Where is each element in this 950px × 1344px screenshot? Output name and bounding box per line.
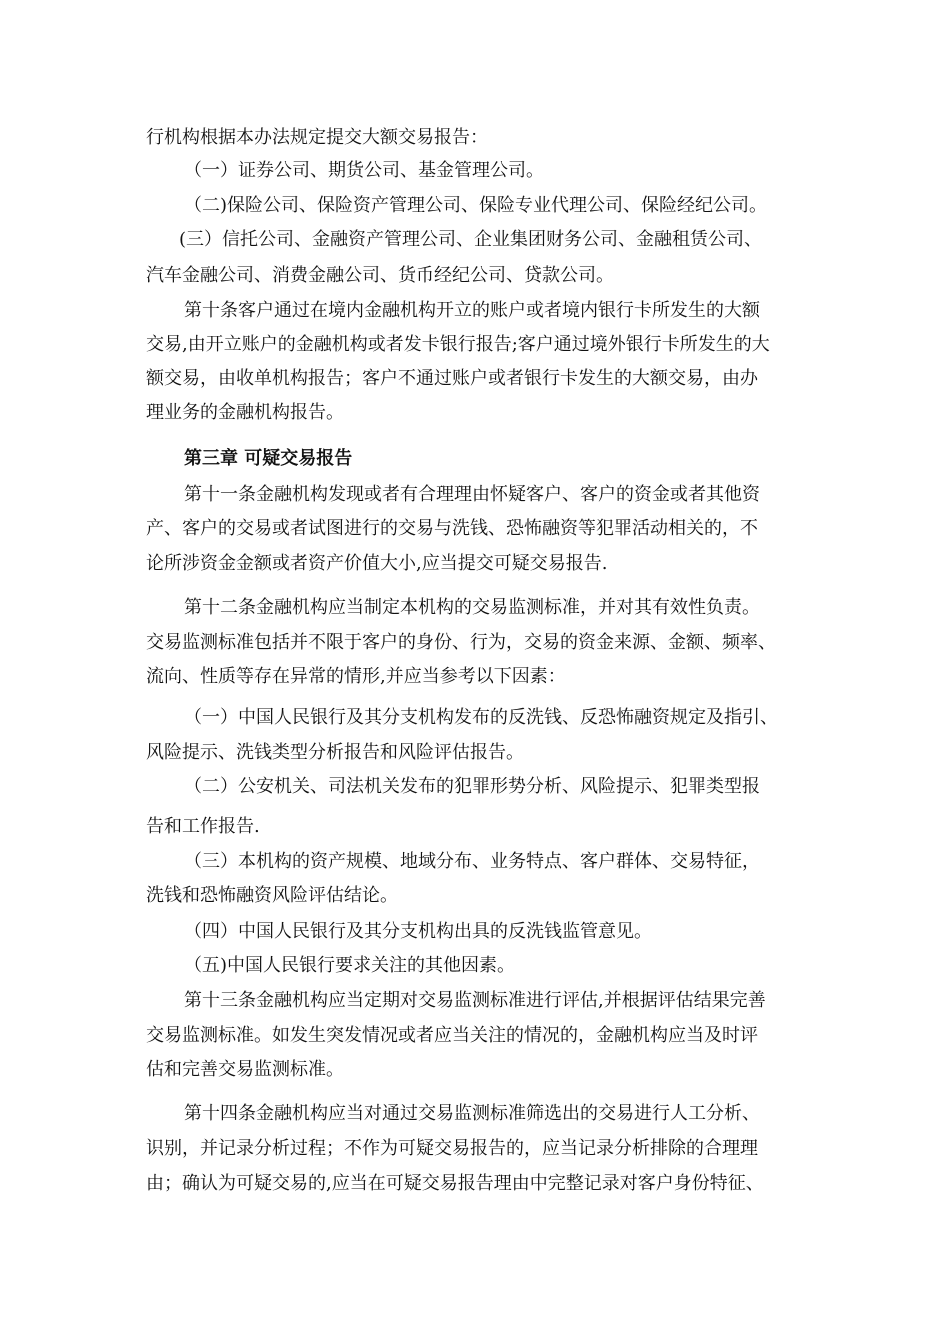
text-line: 第十三条金融机构应当定期对交易监测标准进行评估,并根据评估结果完善 [184,990,766,1011]
text-line: 风险提示、洗钱类型分析报告和风险评估报告。 [146,742,524,763]
text-line: 第十四条金融机构应当对通过交易监测标准筛选出的交易进行人工分析、 [184,1103,760,1124]
text-line: 流向、性质等存在异常的情形,并应当参考以下因素： [146,666,566,687]
text-line: 交易监测标准。如发生突发情况或者应当关注的情况的，金融机构应当及时评 [146,1025,758,1046]
text-line: （四）中国人民银行及其分支机构出具的反洗钱监管意见。 [184,921,652,942]
text-line: 交易,由开立账户的金融机构或者发卡银行报告;客户通过境外银行卡所发生的大 [146,334,770,355]
text-line: 估和完善交易监测标准。 [146,1059,344,1080]
text-line: （一）中国人民银行及其分支机构发布的反洗钱、反恐怖融资规定及指引、 [184,707,778,728]
text-line: 汽车金融公司、消费金融公司、货币经纪公司、贷款公司。 [146,265,614,286]
text-line: 产、客户的交易或者试图进行的交易与洗钱、恐怖融资等犯罪活动相关的，不 [146,518,758,539]
text-line: （三）本机构的资产规模、地域分布、业务特点、客户群体、交易特征， [184,851,760,872]
text-line: 交易监测标准包括并不限于客户的身份、行为，交易的资金来源、金额、频率、 [146,632,776,653]
chapter-heading: 第三章 可疑交易报告 [184,448,353,469]
text-line: （二）公安机关、司法机关发布的犯罪形势分析、风险提示、犯罪类型报 [184,776,760,797]
text-line: （一）证券公司、期货公司、基金管理公司。 [184,160,544,181]
text-line: 行机构根据本办法规定提交大额交易报告： [146,127,488,148]
text-line: 告和工作报告. [146,816,260,837]
text-line: (三）信托公司、金融资产管理公司、企业集团财务公司、金融租赁公司、 [179,229,763,250]
text-line: 识别，并记录分析过程；不作为可疑交易报告的，应当记录分析排除的合理理 [146,1138,758,1159]
text-line: 第十二条金融机构应当制定本机构的交易监测标准，并对其有效性负责。 [184,597,760,618]
text-line: 洗钱和恐怖融资风险评估结论。 [146,885,398,906]
text-line: 论所涉资金金额或者资产价值大小,应当提交可疑交易报告. [146,553,608,574]
text-line: 理业务的金融机构报告。 [146,402,344,423]
text-line: 额交易，由收单机构报告；客户不通过账户或者银行卡发生的大额交易，由办 [146,368,758,389]
text-line: 由；确认为可疑交易的,应当在可疑交易报告理由中完整记录对客户身份特征、 [146,1173,764,1194]
text-line: 第十一条金融机构发现或者有合理理由怀疑客户、客户的资金或者其他资 [184,484,760,505]
text-line: （二)保险公司、保险资产管理公司、保险专业代理公司、保险经纪公司。 [184,195,768,216]
text-line: 第十条客户通过在境内金融机构开立的账户或者境内银行卡所发生的大额 [184,300,760,321]
text-line: （五)中国人民银行要求关注的其他因素。 [184,955,516,976]
